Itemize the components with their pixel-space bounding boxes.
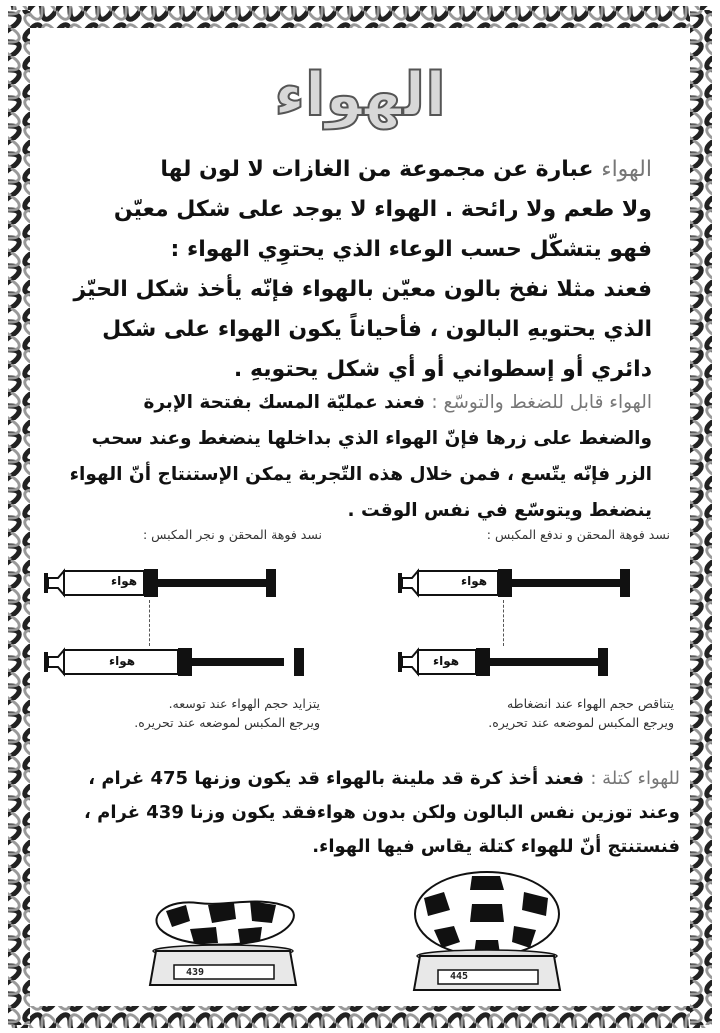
intro-line: دائري أو إسطواني أو أي شكل يحتويهِ . [233,357,652,382]
mass-line: فنستنتج أنّ للهواء كتلة يقاس فيها الهواء. [312,836,680,857]
page-title: الهواء [274,60,446,130]
left-syringe-caption: نسد فوهة المحقن و نجر المكبس : [143,527,322,542]
guide-dashed-line [503,600,504,646]
intro-line: فهو يتشكّل حسب الوعاء الذي يحتوِي الهواء : [170,237,652,262]
syringe-pull-top [44,566,284,600]
air-label: هواء [110,574,138,588]
note-line: ويرجع المكبس لموضعه عند تحريره. [488,715,674,730]
scale-readout-left: 439 [186,967,205,978]
intro-lead: الهواء [601,157,652,182]
mass-paragraph [40,762,680,864]
intro-line: ولا طعم ولا رائحة . الهواء لا يوجد على شكل معيّن [113,197,652,222]
mass-lead: للهواء كتلة : [590,768,680,789]
right-syringe-note [488,694,674,732]
compress-lead: الهواء قابل للضغط والتوسّع : [431,392,652,413]
syringe-pull-bottom-handle [294,648,306,678]
syringe-pull-bottom [44,645,284,679]
air-label: هواء [432,654,460,668]
note-line: يتناقص حجم الهواء عند انضغاطه [506,696,674,711]
scale-inflated-ball-illustration [402,868,572,998]
note-line: يتزايد حجم الهواء عند توسعه. [168,696,320,711]
intro-line: عبارة عن مجموعة من الغازات لا لون لها [160,157,602,182]
intro-paragraph [60,150,652,390]
air-label: هواء [108,654,136,668]
intro-line: فعند مثلا نفخ بالون معيّن بالهواء فإنّه يأخذ شكل الحيّز [73,277,652,302]
intro-line: الذي يحتويهِ البالون ، فأحياناً يكون الهواء على شكل [102,317,652,342]
air-label: هواء [460,574,488,588]
scale-readout-right: 445 [450,971,469,982]
mass-line: فعند أخذ كرة قد ملينة بالهواء قد يكون وزنها 475 غرام ، [88,768,591,789]
compress-line: والضغط على زرها فإنّ الهواء الذي بداخلها ينضغط وعند سحب [91,428,652,449]
syringe-push-top [398,566,638,600]
scale-deflated-ball-illustration [138,885,308,995]
guide-dashed-line [149,600,150,646]
note-line: ويرجع المكبس لموضعه عند تحريره. [134,715,320,730]
mass-line: وعند توزين نفس البالون ولكن بدون هواءفقد يكون وزنا 439 غرام ، [84,802,680,823]
compress-paragraph [62,385,652,529]
right-syringe-caption: نسد فوهة المحقن و ندفع المكبس : [486,527,670,542]
compress-line: ينضغط ويتوسّع في نفس الوقت . [347,500,652,521]
worksheet-page [40,30,680,1005]
compress-line: فعند عمليّة المسك بفتحة الإبرة [143,392,432,413]
compress-line: الزر فإنّه يتّسع ، فمن خلال هذه التّجربة يمكن الإستنتاج أنّ الهواء [69,464,652,485]
left-syringe-note [134,694,320,732]
